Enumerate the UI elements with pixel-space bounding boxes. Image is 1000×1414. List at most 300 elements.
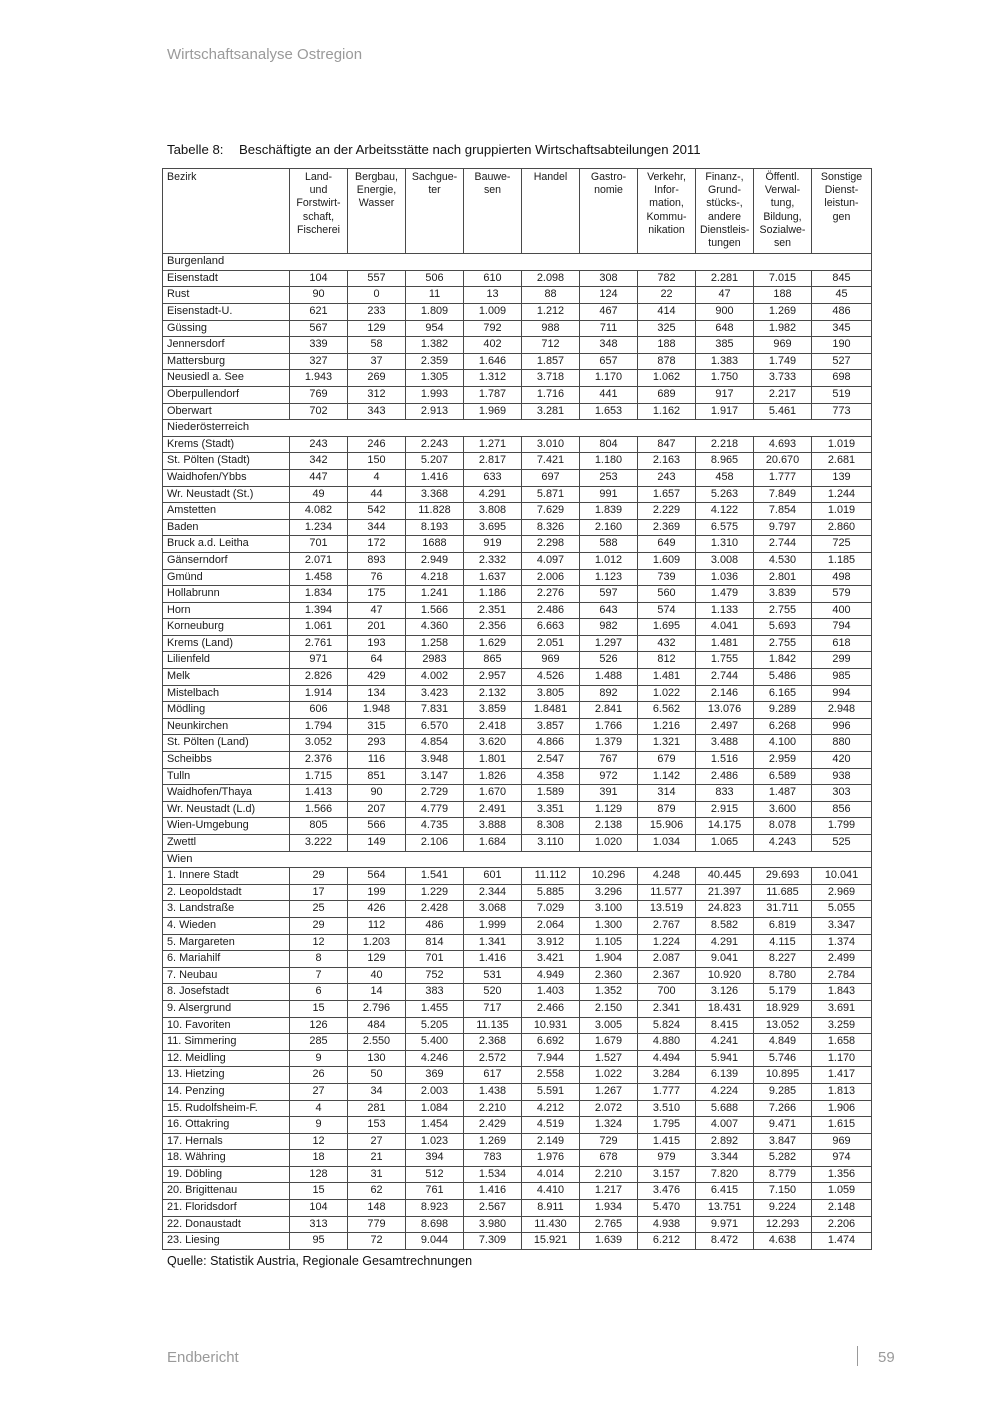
table-row: [163, 901, 872, 918]
table-cell: 8.078: [754, 818, 812, 835]
table-row: [163, 519, 872, 536]
table-cell: 2.801: [754, 569, 812, 586]
table-cell: 5.591: [522, 1083, 580, 1100]
table-cell: 112: [348, 917, 406, 934]
table-cell: 18: [290, 1150, 348, 1167]
table-cell: 2.210: [580, 1166, 638, 1183]
table-cell: 1.750: [696, 370, 754, 387]
district-name: 11. Simmering: [163, 1034, 290, 1051]
table-cell: 2.064: [522, 917, 580, 934]
table-cell: 2.150: [580, 1000, 638, 1017]
table-cell: 2.755: [754, 602, 812, 619]
table-cell: 9.797: [754, 519, 812, 536]
table-cell: 879: [638, 801, 696, 818]
table-cell: 1.267: [580, 1083, 638, 1100]
table-cell: 4: [348, 469, 406, 486]
table-cell: 10.920: [696, 967, 754, 984]
table-cell: 9.224: [754, 1200, 812, 1217]
table-cell: 0: [348, 287, 406, 304]
table-cell: 4.735: [406, 818, 464, 835]
table-cell: 6.575: [696, 519, 754, 536]
table-cell: 432: [638, 635, 696, 652]
district-name: Mödling: [163, 702, 290, 719]
table-cell: 6.165: [754, 685, 812, 702]
table-cell: 856: [812, 801, 872, 818]
table-cell: 1.417: [812, 1067, 872, 1084]
table-row: [163, 702, 872, 719]
table-cell: 1.695: [638, 619, 696, 636]
table-cell: 269: [348, 370, 406, 387]
table-cell: 2983: [406, 652, 464, 669]
table-cell: 31.711: [754, 901, 812, 918]
table-cell: 1.352: [580, 984, 638, 1001]
table-header: [163, 169, 872, 254]
table-cell: 9.289: [754, 702, 812, 719]
table-cell: 1.716: [522, 386, 580, 403]
district-name: 1. Innere Stadt: [163, 868, 290, 885]
column-header: Sonstige Dienst- leistun- gen: [812, 169, 872, 254]
table-cell: 1.269: [464, 1133, 522, 1150]
table-row: [163, 652, 872, 669]
table-cell: 1.839: [580, 503, 638, 520]
table-cell: 3.052: [290, 735, 348, 752]
table-cell: 2.497: [696, 718, 754, 735]
table-cell: 1.609: [638, 552, 696, 569]
table-cell: 679: [638, 752, 696, 769]
table-cell: 345: [812, 320, 872, 337]
table-cell: 5.205: [406, 1017, 464, 1034]
table-cell: 2.071: [290, 552, 348, 569]
table-cell: 3.068: [464, 901, 522, 918]
table-cell: 1.813: [812, 1083, 872, 1100]
table-cell: 8.308: [522, 818, 580, 835]
table-cell: 414: [638, 304, 696, 321]
table-cell: 610: [464, 270, 522, 287]
district-name: Eisenstadt-U.: [163, 304, 290, 321]
table-cell: 900: [696, 304, 754, 321]
table-cell: 1.022: [638, 685, 696, 702]
table-cell: 13.076: [696, 702, 754, 719]
table-cell: 566: [348, 818, 406, 835]
table-cell: 1.479: [696, 586, 754, 603]
table-cell: 649: [638, 536, 696, 553]
table-cell: 4.246: [406, 1050, 464, 1067]
table-cell: 1.229: [406, 884, 464, 901]
table-cell: 4.938: [638, 1216, 696, 1233]
table-cell: 557: [348, 270, 406, 287]
table-cell: 5.941: [696, 1050, 754, 1067]
district-name: Wr. Neustadt (St.): [163, 486, 290, 503]
table-cell: 4.410: [522, 1183, 580, 1200]
table-cell: 2.229: [638, 503, 696, 520]
table-cell: 1.186: [464, 586, 522, 603]
table-cell: 812: [638, 652, 696, 669]
table-cell: 2.860: [812, 519, 872, 536]
table-cell: 303: [812, 785, 872, 802]
table-cell: 1.059: [812, 1183, 872, 1200]
table-cell: 486: [406, 917, 464, 934]
table-cell: 3.859: [464, 702, 522, 719]
table-cell: 1.795: [638, 1117, 696, 1134]
table-cell: 9.471: [754, 1117, 812, 1134]
table-cell: 988: [522, 320, 580, 337]
table-cell: 1.312: [464, 370, 522, 387]
table-cell: 2.344: [464, 884, 522, 901]
table-row: [163, 270, 872, 287]
table-cell: 5.179: [754, 984, 812, 1001]
table-cell: 6.819: [754, 917, 812, 934]
table-cell: 2.106: [406, 835, 464, 852]
district-name: Oberwart: [163, 403, 290, 420]
table-cell: 1.009: [464, 304, 522, 321]
table-cell: 6: [290, 984, 348, 1001]
table-cell: 1.269: [754, 304, 812, 321]
table-cell: 441: [580, 386, 638, 403]
table-cell: 2.915: [696, 801, 754, 818]
table-cell: 2.491: [464, 801, 522, 818]
table-cell: 2.368: [464, 1034, 522, 1051]
table-cell: 2.298: [522, 536, 580, 553]
table-cell: 2.418: [464, 718, 522, 735]
table-cell: 2.360: [580, 967, 638, 984]
table-cell: 689: [638, 386, 696, 403]
table-row: [163, 1100, 872, 1117]
table-cell: 348: [580, 337, 638, 354]
table-cell: 1.787: [464, 386, 522, 403]
district-name: 10. Favoriten: [163, 1017, 290, 1034]
table-cell: 2.817: [464, 453, 522, 470]
table-cell: 3.421: [522, 951, 580, 968]
table-cell: 3.948: [406, 752, 464, 769]
table-cell: 643: [580, 602, 638, 619]
table-cell: 11: [406, 287, 464, 304]
table-cell: 2.681: [812, 453, 872, 470]
table-cell: 878: [638, 353, 696, 370]
table-cell: 1.589: [522, 785, 580, 802]
table-cell: 2.892: [696, 1133, 754, 1150]
table-cell: 2.744: [696, 669, 754, 686]
table-cell: 972: [580, 768, 638, 785]
table-cell: 2.558: [522, 1067, 580, 1084]
table-cell: 426: [348, 901, 406, 918]
table-cell: 18.431: [696, 1000, 754, 1017]
table-cell: 1.374: [812, 934, 872, 951]
table-cell: 1.487: [754, 785, 812, 802]
table-cell: 15: [290, 1183, 348, 1200]
table-cell: 10.041: [812, 868, 872, 885]
table-cell: 1.415: [638, 1133, 696, 1150]
district-name: 22. Donaustadt: [163, 1216, 290, 1233]
table-row: [163, 586, 872, 603]
table-row: [163, 536, 872, 553]
table-cell: 1.019: [812, 503, 872, 520]
district-name: Krems (Land): [163, 635, 290, 652]
column-header: Sachgue- ter: [406, 169, 464, 254]
table-row: [163, 503, 872, 520]
table-cell: 1.084: [406, 1100, 464, 1117]
table-row: [163, 1000, 872, 1017]
table-cell: 391: [580, 785, 638, 802]
table-row: [163, 868, 872, 885]
table-row: [163, 984, 872, 1001]
district-name: Waidhofen/Thaya: [163, 785, 290, 802]
table-row: [163, 835, 872, 852]
district-name: 4. Wieden: [163, 917, 290, 934]
table-cell: 2.332: [464, 552, 522, 569]
table-cell: 729: [580, 1133, 638, 1150]
table-cell: 342: [290, 453, 348, 470]
table-cell: 6.589: [754, 768, 812, 785]
district-name: 14. Penzing: [163, 1083, 290, 1100]
district-name: 7. Neubau: [163, 967, 290, 984]
table-cell: 1.458: [290, 569, 348, 586]
table-cell: 2.767: [638, 917, 696, 934]
table-cell: 3.691: [812, 1000, 872, 1017]
table-cell: 1.023: [406, 1133, 464, 1150]
table-cell: 880: [812, 735, 872, 752]
table-cell: 40.445: [696, 868, 754, 885]
column-header: Gastro- nomie: [580, 169, 638, 254]
table-cell: 4.949: [522, 967, 580, 984]
table-cell: 201: [348, 619, 406, 636]
table-cell: 400: [812, 602, 872, 619]
table-cell: 1.639: [580, 1233, 638, 1250]
table-cell: 3.296: [580, 884, 638, 901]
table-cell: 8.780: [754, 967, 812, 984]
table-cell: 8.911: [522, 1200, 580, 1217]
table-cell: 1.241: [406, 586, 464, 603]
table-cell: 10.931: [522, 1017, 580, 1034]
district-name: 6. Mariahilf: [163, 951, 290, 968]
table-cell: 62: [348, 1183, 406, 1200]
district-name: Rust: [163, 287, 290, 304]
table-cell: 2.572: [464, 1050, 522, 1067]
table-cell: 5.688: [696, 1100, 754, 1117]
table-cell: 13.751: [696, 1200, 754, 1217]
district-name: 18. Währing: [163, 1150, 290, 1167]
table-cell: 314: [638, 785, 696, 802]
table-cell: 1.062: [638, 370, 696, 387]
table-cell: 845: [812, 270, 872, 287]
table-row: [163, 1050, 872, 1067]
table-cell: 3.888: [464, 818, 522, 835]
table-cell: 3.351: [522, 801, 580, 818]
table-cell: 3.259: [812, 1017, 872, 1034]
table-cell: 4.097: [522, 552, 580, 569]
table-cell: 8.227: [754, 951, 812, 968]
table-cell: 1.777: [638, 1083, 696, 1100]
table-cell: 90: [348, 785, 406, 802]
table-cell: 2.098: [522, 270, 580, 287]
table-cell: 4.849: [754, 1034, 812, 1051]
column-header: Bauwe- sen: [464, 169, 522, 254]
table-cell: 1.801: [464, 752, 522, 769]
page-number: 59: [878, 1349, 895, 1366]
table-cell: 1.379: [580, 735, 638, 752]
table-cell: 1.065: [696, 835, 754, 852]
table-cell: 188: [754, 287, 812, 304]
district-name: Zwettl: [163, 835, 290, 852]
table-cell: 974: [812, 1150, 872, 1167]
table-cell: 4.115: [754, 934, 812, 951]
table-cell: 3.805: [522, 685, 580, 702]
table-cell: 2.051: [522, 635, 580, 652]
table-cell: 95: [290, 1233, 348, 1250]
table-cell: 2.369: [638, 519, 696, 536]
table-cell: 1.637: [464, 569, 522, 586]
table-cell: 2.486: [696, 768, 754, 785]
table-row: [163, 1150, 872, 1167]
table-row: [163, 1117, 872, 1134]
table-cell: 1.438: [464, 1083, 522, 1100]
table-cell: 5.461: [754, 403, 812, 420]
table-row: [163, 337, 872, 354]
table-cell: 128: [290, 1166, 348, 1183]
table-cell: 938: [812, 768, 872, 785]
table-cell: 153: [348, 1117, 406, 1134]
table-cell: 711: [580, 320, 638, 337]
table-cell: 4.526: [522, 669, 580, 686]
table-cell: 467: [580, 304, 638, 321]
table-cell: 5.746: [754, 1050, 812, 1067]
district-name: 12. Meidling: [163, 1050, 290, 1067]
table-cell: 1.976: [522, 1150, 580, 1167]
table-cell: 2.281: [696, 270, 754, 287]
table-cell: 458: [696, 469, 754, 486]
table-cell: 1.541: [406, 868, 464, 885]
table-cell: 2.486: [522, 602, 580, 619]
table-cell: 315: [348, 718, 406, 735]
table-cell: 2.367: [638, 967, 696, 984]
table-cell: 574: [638, 602, 696, 619]
table-cell: 702: [290, 403, 348, 420]
table-cell: 752: [406, 967, 464, 984]
table-cell: 982: [580, 619, 638, 636]
table-cell: 1.123: [580, 569, 638, 586]
district-name: 5. Margareten: [163, 934, 290, 951]
table-cell: 383: [406, 984, 464, 1001]
table-cell: 1.657: [638, 486, 696, 503]
table-cell: 14.175: [696, 818, 754, 835]
table-cell: 4: [290, 1100, 348, 1117]
table-row: [163, 735, 872, 752]
table-cell: 1.615: [812, 1117, 872, 1134]
table-cell: 7.629: [522, 503, 580, 520]
table-cell: 1.948: [348, 702, 406, 719]
table-cell: 4.360: [406, 619, 464, 636]
table-cell: 2.959: [754, 752, 812, 769]
column-header: Bergbau, Energie, Wasser: [348, 169, 406, 254]
table-cell: 3.347: [812, 917, 872, 934]
table-cell: 3.284: [638, 1067, 696, 1084]
table-cell: 564: [348, 868, 406, 885]
table-cell: 8.193: [406, 519, 464, 536]
table-cell: 3.281: [522, 403, 580, 420]
table-row: [163, 304, 872, 321]
table-cell: 11.112: [522, 868, 580, 885]
table-cell: 17: [290, 884, 348, 901]
table-cell: 2.356: [464, 619, 522, 636]
table-cell: 11.828: [406, 503, 464, 520]
table-cell: 6.692: [522, 1034, 580, 1051]
table-cell: 2.567: [464, 1200, 522, 1217]
table-cell: 47: [696, 287, 754, 304]
column-header: Handel: [522, 169, 580, 254]
table-cell: 601: [464, 868, 522, 885]
table-cell: 767: [580, 752, 638, 769]
table-cell: 13.052: [754, 1017, 812, 1034]
district-name: Lilienfeld: [163, 652, 290, 669]
table-cell: 13.519: [638, 901, 696, 918]
table-cell: 739: [638, 569, 696, 586]
table-row: [163, 370, 872, 387]
district-name: Melk: [163, 669, 290, 686]
table-cell: 2.087: [638, 951, 696, 968]
table-caption-label: Tabelle 8:: [167, 142, 224, 157]
table-row: [163, 287, 872, 304]
table-cell: 9.044: [406, 1233, 464, 1250]
table-cell: 2.163: [638, 453, 696, 470]
table-cell: 1.715: [290, 768, 348, 785]
table-cell: 394: [406, 1150, 464, 1167]
district-name: Mistelbach: [163, 685, 290, 702]
table-cell: 2.206: [812, 1216, 872, 1233]
table-cell: 1.203: [348, 934, 406, 951]
group-name: Niederösterreich: [163, 420, 872, 437]
table-cell: 88: [522, 287, 580, 304]
table-cell: 299: [812, 652, 872, 669]
table-cell: 1.904: [580, 951, 638, 968]
table-cell: 27: [348, 1133, 406, 1150]
table-cell: 2.218: [696, 436, 754, 453]
table-cell: 5.871: [522, 486, 580, 503]
table-cell: 8.923: [406, 1200, 464, 1217]
column-header: Bezirk: [163, 169, 290, 254]
table-cell: 2.359: [406, 353, 464, 370]
table-cell: 175: [348, 586, 406, 603]
table-cell: 6.212: [638, 1233, 696, 1250]
table-cell: 3.847: [754, 1133, 812, 1150]
table-cell: 11.577: [638, 884, 696, 901]
table-cell: 1.857: [522, 353, 580, 370]
table-row: [163, 1183, 872, 1200]
table-cell: 2.160: [580, 519, 638, 536]
table-cell: 484: [348, 1017, 406, 1034]
table-cell: 2.761: [290, 635, 348, 652]
table-cell: 3.476: [638, 1183, 696, 1200]
table-cell: 606: [290, 702, 348, 719]
table-cell: 1.394: [290, 602, 348, 619]
table-cell: 1688: [406, 536, 464, 553]
table-cell: 519: [812, 386, 872, 403]
table-cell: 188: [638, 337, 696, 354]
table-cell: 996: [812, 718, 872, 735]
table-cell: 207: [348, 801, 406, 818]
table-cell: 1.999: [464, 917, 522, 934]
table-cell: 3.857: [522, 718, 580, 735]
employment-table: [162, 168, 872, 1250]
table-cell: 1.341: [464, 934, 522, 951]
table-cell: 4.007: [696, 1117, 754, 1134]
table-cell: 1.036: [696, 569, 754, 586]
table-cell: 4.494: [638, 1050, 696, 1067]
table-cell: 782: [638, 270, 696, 287]
district-name: Krems (Stadt): [163, 436, 290, 453]
table-cell: 3.980: [464, 1216, 522, 1233]
table-cell: 4.519: [522, 1117, 580, 1134]
group-header-row: [163, 851, 872, 868]
table-cell: 429: [348, 669, 406, 686]
